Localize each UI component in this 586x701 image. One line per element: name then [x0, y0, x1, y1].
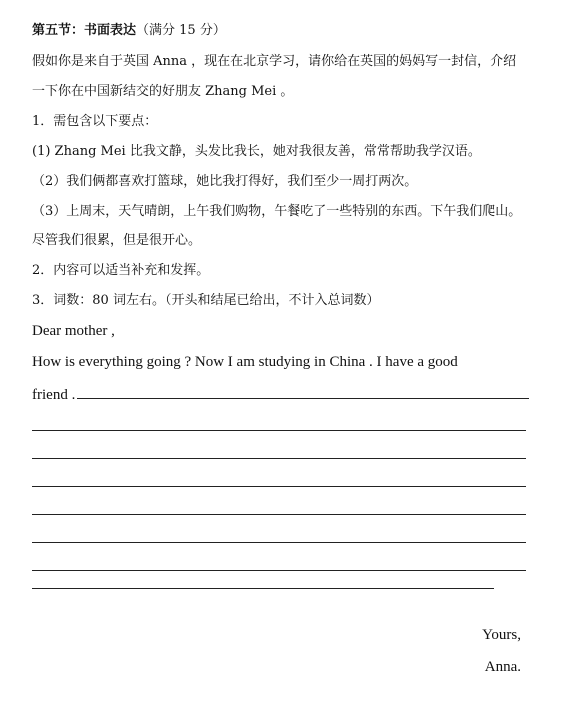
writing-line[interactable] — [32, 458, 526, 459]
requirement-point-1: (1) Zhang Mei 比我文静，头发比我长，她对我很友善，常常帮助我学汉语。 — [32, 144, 481, 159]
prompt-line-1: 假如你是来自于英国 Anna ，现在在北京学习，请你给在英国的妈妈写一封信，介绍 — [32, 54, 517, 69]
section-heading — [32, 22, 226, 40]
writing-line[interactable] — [32, 588, 494, 589]
prompt-line-2: 一下你在中国新结交的好朋友 Zhang Mei 。 — [32, 84, 294, 99]
letter-body-line-1: How is everything going ? Now I am studying in China . I have a good — [32, 354, 458, 370]
requirement-item-2: 2．内容可以适当补充和发挥。 — [32, 263, 210, 278]
requirement-point-2: （2）我们俩都喜欢打篮球，她比我打得好，我们至少一周打两次。 — [32, 174, 418, 189]
requirement-item-3: 3．词数：80 词左右。（开头和结尾已给出，不计入总词数） — [32, 293, 380, 308]
letter-closing: Yours, — [482, 627, 521, 643]
requirement-point-3a: （3）上周末，天气晴朗，上午我们购物，午餐吃了一些特别的东西。下午我们爬山。 — [32, 204, 522, 219]
letter-body-line-2 — [32, 384, 529, 404]
letter-signature: Anna. — [484, 659, 521, 675]
requirement-point-3b: 尽管我们很累，但是很开心。 — [32, 233, 202, 248]
writing-line[interactable] — [32, 514, 526, 515]
requirements-header: 1．需包含以下要点： — [32, 114, 158, 129]
writing-line[interactable] — [32, 430, 526, 431]
letter-greeting: Dear mother , — [32, 323, 115, 339]
writing-blank-inline[interactable] — [77, 384, 529, 399]
section-score: （满分 15 分） — [136, 23, 226, 38]
writing-line[interactable] — [32, 570, 526, 571]
writing-line[interactable] — [32, 486, 526, 487]
writing-line[interactable] — [32, 542, 526, 543]
letter-body-start: friend . — [32, 387, 76, 403]
section-title: 第五节：书面表达 — [32, 23, 137, 38]
